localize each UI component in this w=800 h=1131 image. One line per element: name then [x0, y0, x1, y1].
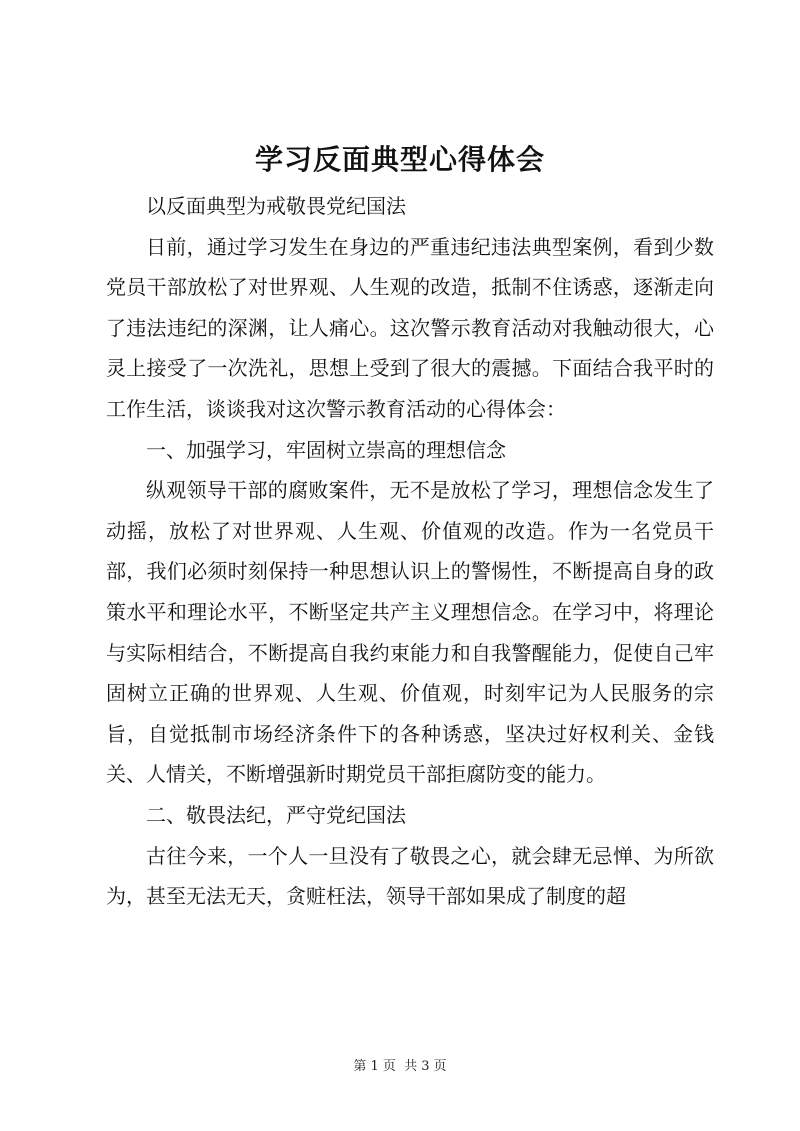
- section-heading-1: 一、加强学习，牢固树立崇高的理想信念: [146, 437, 506, 462]
- section-2-paragraph: 古往今来，一个人一旦没有了敬畏之心，就会肆无忌惮、为所欲为，甚至无法无天，贪赃枉法，领导干部如果成了制度的超: [106, 843, 714, 909]
- document-body: [106, 186, 714, 917]
- intro-paragraph: 日前，通过学习发生在身边的严重违纪违法典型案例，看到少数党员干部放松了对世界观、人生观的改造，抵制不住诱惑，逐渐走向了违法违纪的深渊，让人痛心。这次警示教育活动对我触动很大，心灵上接受了一次洗礼，思想上受到了很大的震撼。下面结合我平时的工作生活，谈谈我对这次警示教育活动的心得体会：: [106, 234, 714, 421]
- page-footer: [0, 1055, 800, 1074]
- page-number-label: 第 1 页 共 3 页: [353, 1059, 447, 1074]
- subtitle-paragraph: 以反面典型为戒敬畏党纪国法: [146, 194, 406, 218]
- section-heading-2: 二、敬畏法纪，严守党纪国法: [146, 802, 406, 827]
- document-title: 学习反面典型心得体会: [254, 143, 545, 176]
- section-1-paragraph: 纵观领导干部的腐败案件，无不是放松了学习，理想信念发生了动摇，放松了对世界观、人生观、价值观的改造。作为一名党员干部，我们必须时刻保持一种思想认识上的警惕性，不断提高自身的政策水平和理论水平，不断坚定共产主义理想信念。在学习中，将理论与实际相结合，不断提高自我约束能力和自我警醒能力，促使自己牢固树立正确的世界观、人生观、价值观，时刻牢记为人民服务的宗旨，自觉抵制市场经济条件下的各种诱惑，坚决过好权利关、金钱关、人情关，不断增强新时期党员干部拒腐防变的能力。: [106, 478, 714, 787]
